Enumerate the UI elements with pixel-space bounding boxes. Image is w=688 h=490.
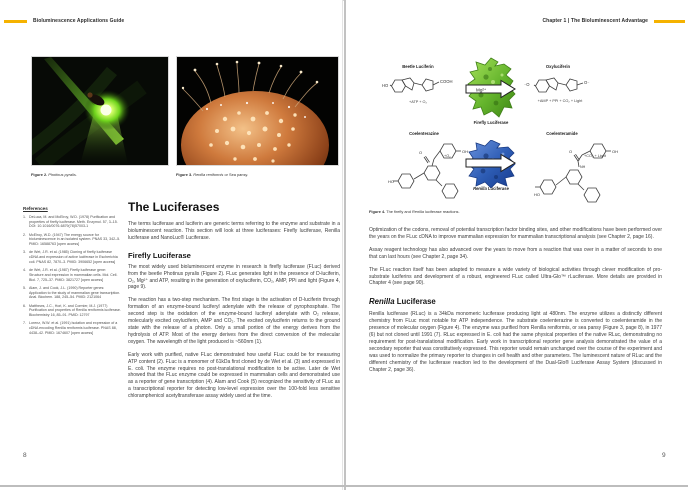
atom-label-o: O (419, 150, 423, 155)
sea-pansy-photo-art (177, 57, 338, 165)
page-left (0, 0, 342, 486)
oxyluciferin-structure (522, 74, 602, 102)
page-bottom-edge (0, 485, 688, 487)
reference-item (23, 268, 121, 282)
fluc-adaptation-paragraph: The FLuc reaction itself has been adapted to measure a wide variety of biological activities through clever modification of pro-substrate luciferins and development of a robust, engineered FLuc called Ultra-Glo™ rLuciferase. More details are provided in Chapter 4 (see page 90). (369, 266, 662, 287)
section-title: The Luciferases (128, 200, 220, 214)
atom-label-ho: HO (534, 192, 540, 197)
reference-text: Alam, J. and Cook, J.L. (1990) Reporter genes: Application to the study of mammalian gene transcription. Anal. Biochem. 188, 245–54. PMID: 2121064 (29, 285, 121, 300)
atom-label-ho: HO (388, 179, 394, 184)
reference-number: 2. (23, 232, 26, 237)
reference-item (23, 215, 121, 229)
right-text-column (369, 227, 662, 380)
figure3-caption-rest: or Sea pansy. (223, 172, 249, 177)
reference-number: 5. (23, 285, 26, 290)
beetle-luciferin-label: Beetle Luciferin (402, 64, 434, 69)
references-sidebar (23, 206, 121, 339)
beetle-luciferin-structure (382, 74, 462, 102)
reference-number: 4. (23, 268, 26, 273)
reference-item (23, 304, 121, 318)
assay-reagent-paragraph: Assay reagent technology has also advanced over the years to move from a reaction that was over in a matter of seconds to one that can last hours (see Chapter 2, page 34). (369, 246, 662, 260)
reference-item (23, 250, 121, 264)
firefly-paragraph-3: Early work with purified, native FLuc demonstrated how useful FLuc could be for measuring ATP content (2). FLuc is a monomer of 61kDa first cloned by de Wet et al. (3) and expressed in E. coli. The enzyme requires no post-translational modification to be active. Later de Wet showed that the FLuc enzyme could be expressed in mammalian cells and demonstrated use as a reporter of gene transcription (4). Alam and Cook (5) recognized the sensitivity of FLuc as a transcriptional reporter for detecting low-level expression over the 100-fold less sensitive chloramphenicol acetyltransferase assay widely used at the time. (128, 351, 340, 400)
figure2-caption (31, 172, 77, 177)
coelenteramide-note: +CO₂ + Light (584, 154, 606, 158)
atom-label-ho: HO (382, 83, 389, 88)
renilla-paragraph: Renilla luciferase (RLuc) is a 34kDa monomeric luciferase producing light at 480nm. The enzyme utilizes a distinctly different chemistry from FLuc most notable for ATP independence. The substrate coelenterazine is converted to coelenteramide in the presence of molecular oxygen (Figure 4). The enzyme was purified from Renilla reniformis, or sea pansy (Figure 3, page 8), in 1977 (6) but not cloned until 1991 (7). RLuc expressed in E. coli had the same physical properties of the native RLuc, demonstrating no requirement for post-translational modification. Early work in transcriptional reporter gene analysis demonstrated the value of a secondary reporter that was constitutively expressed. This reporter would remain unchanged over the course of the experiment and was used to normalize the primary reporter to changes in cell health and other parameters. The luminescent nature of RLuc and the different chemistry of the luciferase reaction led to the development of the Dual-Glo® Luciferase Assay System (discussed in Chapter 2, page 36). (369, 311, 662, 373)
beetle-luciferin-rings (382, 74, 462, 102)
main-text-column (128, 201, 340, 406)
reference-text: de Wet, J.R. et al. (1987) Firefly luciferase gene: Structure and expression in mammalian cells. Mol. Cell. Biol. 7, 725–37. PMID: 3821727 [open access] (29, 268, 118, 282)
running-header-left: Bioluminescence Applications Guide (33, 18, 125, 24)
figure2-firefly-photo (31, 56, 169, 166)
intro-paragraph: The terms luciferase and luciferin are generic terms referring to the enzyme and substrate in a bioluminescent reaction. This section will look at three luciferases: Firefly luciferase, Renilla luciferase and NanoLuc® Luciferase. (128, 221, 340, 241)
reference-item (23, 286, 121, 300)
reference-number: 6. (23, 303, 26, 308)
reference-number: 7. (23, 321, 26, 326)
page-gutter-highlight (342, 0, 343, 490)
oxyluciferin-rings (522, 74, 602, 102)
atom-label-o: O (569, 149, 573, 154)
figure4-caption (369, 209, 460, 214)
coelenterazine-rings (388, 139, 474, 203)
reference-text: DeLuca, M. and McElroy, W.D. (1978) Purification and properties of firefly luciferase. Meth. Enzymol. 57, 3–15. DOI: 10.1016/0076-6879(78)57003-1 (29, 215, 118, 229)
figure4-caption-italic: Renilla (411, 209, 424, 214)
atom-label-oh: OH (612, 149, 618, 154)
reference-item (23, 321, 121, 335)
header-title: The Bioluminescent Advantage (570, 18, 648, 24)
arrow-right-icon (465, 153, 517, 173)
renilla-reaction-arrow (465, 153, 517, 178)
atom-label-o-minus-right: O⁻ (584, 80, 590, 85)
renilla-heading-rest: Luciferase (394, 297, 436, 307)
atom-label-cooh: COOH (440, 79, 453, 84)
reference-text: de Wet, J.R. et al. (1985) Cloning of firefly luciferase cDNA and expression of active luciferase in Escherichia coli. PNAS 82, 7870–3. PMID: 3906652 [open access] (29, 250, 118, 264)
beetle-luciferin-note: +ATP + O₂ (408, 100, 427, 104)
atom-label-oh: OH (462, 149, 468, 154)
coelenteramide-rings (534, 141, 620, 205)
page-number-right: 9 (662, 452, 666, 459)
figure4-diagram (346, 0, 688, 225)
coelenteramide-label: Coelenteramide (546, 131, 578, 136)
firefly-paragraph-1: The most widely used bioluminescent enzyme in research is firefly luciferase (FLuc) derived from the beetle Photinus pyralis (Figure 2). FLuc generates light in the presence of D-luciferin, O₂, Mg²⁺ and ATP, resulting in the generation of oxyluciferin, CO₂, AMP, PPi and light (Figure 4, page 9). (128, 263, 340, 291)
figure4-caption-label: Figure 4. (369, 209, 386, 214)
page-number-left: 8 (23, 452, 27, 459)
figure3-caption (176, 172, 248, 177)
figure2-caption-species: Photinus pyralis. (47, 172, 77, 177)
firefly-reaction-arrow (465, 79, 517, 104)
page-right (346, 0, 688, 486)
codon-optimization-paragraph: Optimization of the codons, removal of potential transcription factor binding sites, and other modifications have been performed over the years on the FLuc cDNA to improve mammalian expression for mammalian transcriptional analysis (see Chapter 2, page 16). (369, 227, 662, 240)
arrow-label-mg: Mg²⁺ (476, 87, 487, 93)
figure3-caption-species: Renilla reniformis (192, 172, 224, 177)
figure3-caption-label: Figure 3. (176, 172, 193, 177)
figure3-sea-pansy-photo (176, 56, 339, 166)
atom-label-nh: NH (580, 165, 586, 169)
coelenteramide-structure (534, 141, 620, 205)
header-accent-bar-left (4, 20, 27, 23)
oxyluciferin-label: Oxyluciferin (545, 64, 571, 69)
coelenterazine-structure (388, 139, 474, 203)
reference-text: Lorenz, W.W. et al. (1991) Isolation and expression of a cDNA encoding Renilla reniformis luciferase. PNAS 88, 4438–42. PMID: 1674607 [open access] (29, 321, 118, 335)
coelenterazine-note: +O₂ (444, 154, 451, 158)
renilla-heading-italic: Renilla (369, 297, 395, 307)
figure2-caption-label: Figure 2. (31, 172, 48, 177)
arrow-right-icon (465, 79, 517, 99)
reference-text: McElroy, W.D. (1947) The energy source for bioluminescence in an isolated system. PNAS 33, 342–5. PMID: 16588763 [open access] (29, 232, 121, 247)
figure4-caption-rest: luciferase reactions. (423, 209, 460, 214)
oxyluciferin-note: +AMP + PPi + CO₂ + Light (537, 99, 583, 103)
reference-item (23, 233, 121, 247)
atom-label-o-minus-left: ⁻O (524, 82, 530, 87)
header-chapter: Chapter 1 (542, 18, 567, 24)
figure4-caption-pre: The firefly and (385, 209, 412, 214)
coelenterazine-label: Coelenterazine (409, 131, 439, 136)
references-heading: References (23, 206, 48, 211)
firefly-photo-art (32, 57, 168, 165)
header-divider: | (567, 18, 570, 24)
reference-text: Matthews, J.C., Hori, K. and Cormier, M.J. (1977) Purification and properties of Renilla reniformis luciferase. Biochemistry 16, 85–91. PMID: 12797 (29, 303, 121, 317)
renilla-luciferase-heading (369, 297, 662, 306)
firefly-paragraph-2: The reaction has a two-step mechanism. The first stage is the activation of D-luciferin through formation of an enzyme-bound luciferyl adenylate with the release of pyrophosphate. The second step is the oxidation of the enzyme-bound luciferyl adenylate with O₂ release, molecularly excited oxyluciferin, AMP and CO₂. The excited oxyluciferin returns to the ground state with the release of a photon. Only a small portion of the energy derives from the hydrolysis of ATP. Most of the energy derives from the direct conversion of the molecular oxygen. The wavelength of the light produced is ~560nm (1). (128, 297, 340, 345)
reference-number: 3. (23, 250, 26, 255)
firefly-luciferase-heading: Firefly Luciferase (128, 250, 191, 260)
reference-number: 1. (23, 215, 26, 219)
renilla-luciferase-label (451, 186, 531, 191)
renilla-label-rest: Luciferase (486, 186, 509, 191)
firefly-luciferase-label: Firefly Luciferase (473, 120, 509, 125)
renilla-label-italic: Renilla (473, 186, 487, 191)
